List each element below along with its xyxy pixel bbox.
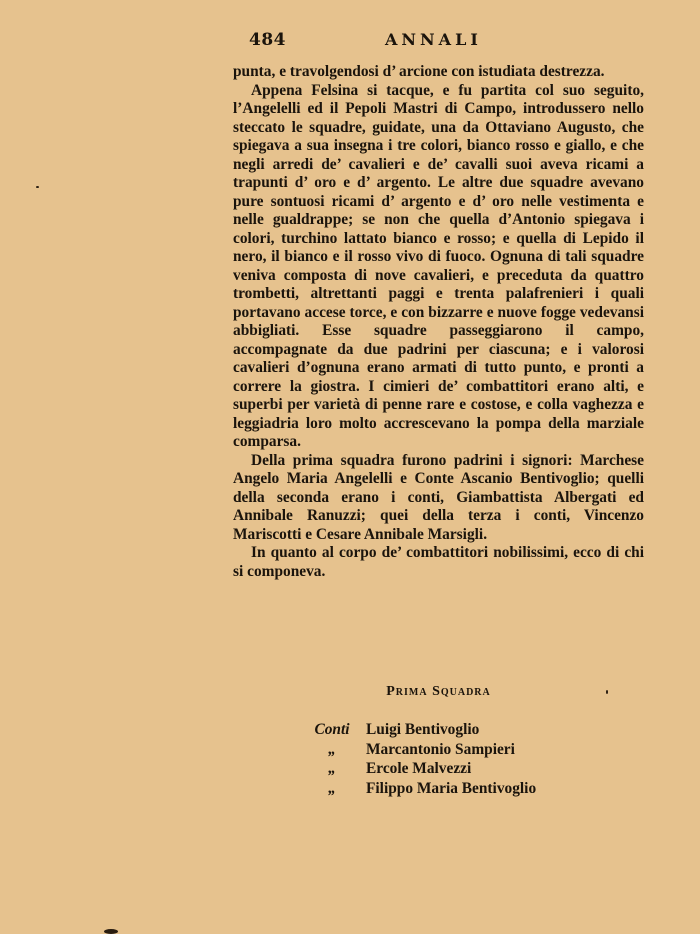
roster-list (298, 720, 644, 798)
roster-title: „ (328, 779, 336, 797)
body-text (233, 63, 644, 581)
roster-row (298, 720, 644, 740)
roster-name: Marcantonio Sampieri (366, 740, 515, 758)
roster-title: „ (328, 760, 336, 777)
section-heading: Prima Squadra (386, 684, 491, 699)
ink-speck (104, 929, 118, 934)
page-number: 484 (249, 30, 286, 50)
roster-name: Ercole Malvezzi (366, 760, 472, 777)
paragraph: Appena Felsina si tacque, e fu partita col suo seguito, l’Angelelli ed il Pepoli Mastri di Campo, introdussero nello steccato le squadre, guidate, una da Ottaviano Augusto, che spiegava a sua insegna i tre colori, bianco rosso e giallo, e che negli arredi de’ cavalieri e de’ cavalli suoi aveva ricami a trapunti d’ oro e d’ argento. Le altre due squadre avevano pure sontuosi ricami d’ argento e d’ oro nelle vestimenta e nelle gualdrappe; se non che quella d’Antonio spiegava i colori, turchino lattato bianco e rosso; e quella di Lepido il nero, il bianco e il rosso vivo di fuoco. Ognuna di tali squadre veniva composta di nove cavalieri, e preceduta da quattro trombetti, altrettanti paggi e trenta palafrenieri i quali portavano accese torce, e con bizzarre e nuove fogge vedevansi abbigliati. Esse squadre passeggiarono il campo, accompagnate da due padrini per ciascuna; e i valorosi cavalieri d’ognuna erano armati di tutto punto, e pronti a correre la giostra. I cimieri de’ combattitori erano alti, e superbi per varietà di penne rare e costose, e colla vaghezza e leggiadria loro molto accrescevano la pompa della marziale comparsa. (233, 81, 644, 450)
roster-row (298, 740, 644, 760)
running-title: ANNALI (385, 30, 482, 49)
roster-row (298, 759, 644, 779)
paragraph: punta, e travolgendosi d’ arcione con istudiata destrezza. (233, 63, 605, 80)
ink-speck (606, 690, 608, 694)
roster-title: Conti (314, 721, 350, 738)
roster-name: Luigi Bentivoglio (366, 721, 480, 738)
roster-title: „ (328, 740, 336, 758)
ink-speck (36, 186, 39, 188)
roster-row (298, 779, 644, 799)
paragraph: Della prima squadra furono padrini i signori: Marchese Angelo Maria Angelelli e Conte Ascanio Bentivoglio; quelli della seconda erano i conti, Giambattista Albergati ed Annibale Ranuzzi; quei della terza i conti, Vincenzo Mariscotti e Cesare Annibale Marsigli. (233, 451, 644, 543)
paragraph: In quanto al corpo de’ combattitori nobilissimi, ecco di chi si componeva. (233, 544, 644, 580)
roster-name: Filippo Maria Bentivoglio (366, 779, 537, 797)
page-header (233, 28, 643, 54)
